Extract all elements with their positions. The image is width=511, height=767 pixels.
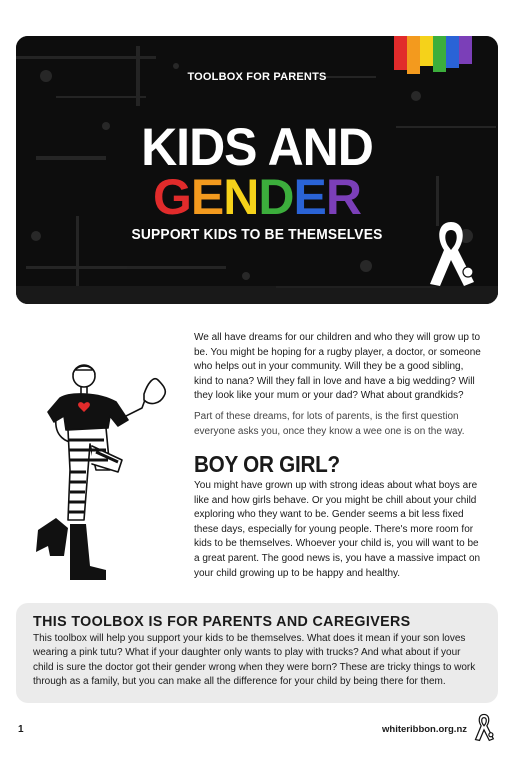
rainbow-stripe xyxy=(394,36,407,70)
rainbow-stripe xyxy=(420,36,433,66)
section-body: You might have grown up with strong ideas about what boys are like and how girls behave. Or you might be chill about your child exploring who they want to be. Gender seems a bit less fixed these days, especially for young people. There's more room for kids to be themselves. Whoever your child is, you will want to be a great parent. The good news is, you have a massive impact on your child growing up to be happy and healthy. xyxy=(194,480,481,579)
footer-url[interactable]: whiteribbon.org.nz xyxy=(382,724,467,735)
white-ribbon-icon xyxy=(424,216,478,290)
rainbow-stripe xyxy=(446,36,459,68)
panel-title: THIS TOOLBOX IS FOR PARENTS AND CAREGIVERS xyxy=(33,613,411,630)
gender-letter: G xyxy=(153,169,191,225)
panel-body: This toolbox will help you support your kids to be themselves. What does it mean if your son loves wearing a pink tutu? What if your daughter only wants to play with trucks? And what about if your child is sure the doctor got their gender wrong when they were born? These are tricky things to work through as a family, but you can make all the difference for your child by being there for them. xyxy=(33,633,476,687)
gender-letter: N xyxy=(223,169,259,225)
page-number: 1 xyxy=(18,724,24,735)
intro-text xyxy=(194,331,484,445)
rainbow-stripe xyxy=(433,36,446,72)
intro-paragraph-2: Part of these dreams, for lots of parents, is the first question everyone asks you, once they know a wee one is on the way. xyxy=(194,410,465,437)
gender-letter: R xyxy=(325,169,361,225)
hero-title-line1: KIDS AND xyxy=(141,117,373,177)
intro-paragraph-1: We all have dreams for our children and who they will grow up to be. You might be hoping for a rugby player, a doctor, or someone who helps out in your community. Will they be a good sibling, kind to nana? Will they fall in love and have a big wedding? Will they look like your mum or your dad? What about grandkids? xyxy=(194,332,481,402)
hero-subtitle: SUPPORT KIDS TO BE THEMSELVES xyxy=(131,226,383,243)
rainbow-stripe xyxy=(459,36,472,64)
gender-letter: D xyxy=(258,169,294,225)
rainbow-stripes xyxy=(394,36,472,74)
hero-banner xyxy=(16,36,498,304)
gender-letter: E xyxy=(190,169,224,225)
caregivers-panel xyxy=(16,603,498,703)
rainbow-stripe xyxy=(407,36,420,74)
gender-letter: E xyxy=(293,169,326,225)
white-ribbon-icon xyxy=(473,712,495,742)
hero-eyebrow: TOOLBOX FOR PARENTS xyxy=(187,71,327,83)
person-illustration xyxy=(26,360,176,582)
section-heading: BOY OR GIRL? xyxy=(194,451,340,477)
